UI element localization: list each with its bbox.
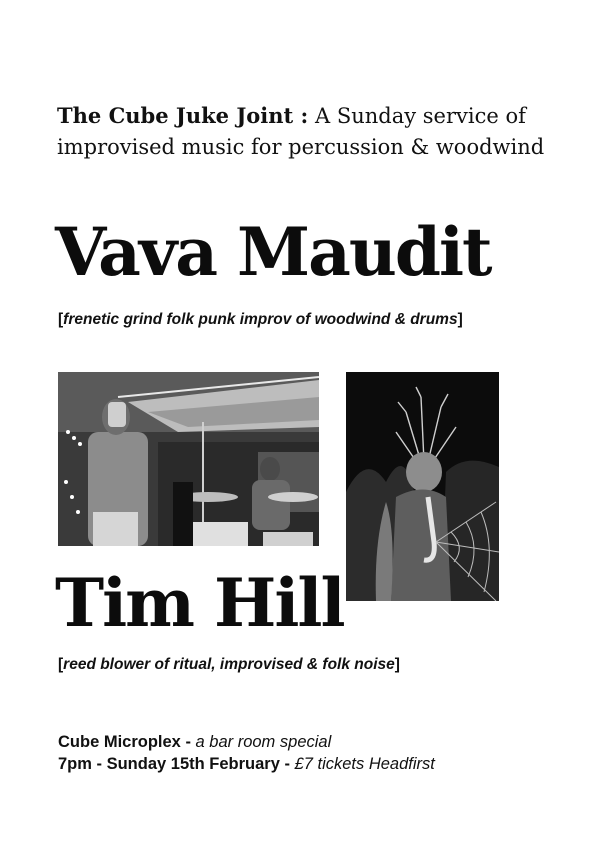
act1-bracket-close: ]: [457, 311, 463, 328]
act2-tagline: [58, 656, 400, 674]
masked-saxophonist-photo: [346, 372, 499, 601]
masked-saxophonist-image: [346, 372, 499, 601]
date-line: [58, 753, 435, 775]
ticket-note: £7 tickets Headfirst: [289, 755, 435, 773]
intro-line-1-rest: A Sunday service of: [308, 104, 526, 128]
intro-text: [57, 100, 557, 163]
intro-line-2: improvised music for percussion & woodwind: [57, 135, 545, 159]
act2-tagline-text: reed blower of ritual, improvised & folk noise: [63, 656, 395, 673]
venue-name: Cube Microplex -: [58, 733, 191, 751]
band-performance-photo: [58, 372, 319, 546]
venue-note: a bar room special: [190, 733, 332, 751]
act1-tagline-text: frenetic grind folk punk improv of woodwind & drums: [63, 311, 458, 328]
event-time: 7pm - Sunday 15th February -: [58, 755, 290, 773]
act2-bracket-open: [: [58, 656, 64, 673]
act1-name: Vava Maudit: [55, 213, 491, 291]
act1-tagline: [58, 311, 463, 329]
band-performance-image: [58, 372, 319, 546]
act2-name: Tim Hill: [55, 564, 344, 642]
act2-bracket-close: ]: [394, 656, 400, 673]
series-name: The Cube Juke Joint :: [57, 103, 309, 128]
venue-line: [58, 731, 331, 753]
intro-line-1: [57, 100, 557, 132]
act1-bracket-open: [: [58, 311, 64, 328]
